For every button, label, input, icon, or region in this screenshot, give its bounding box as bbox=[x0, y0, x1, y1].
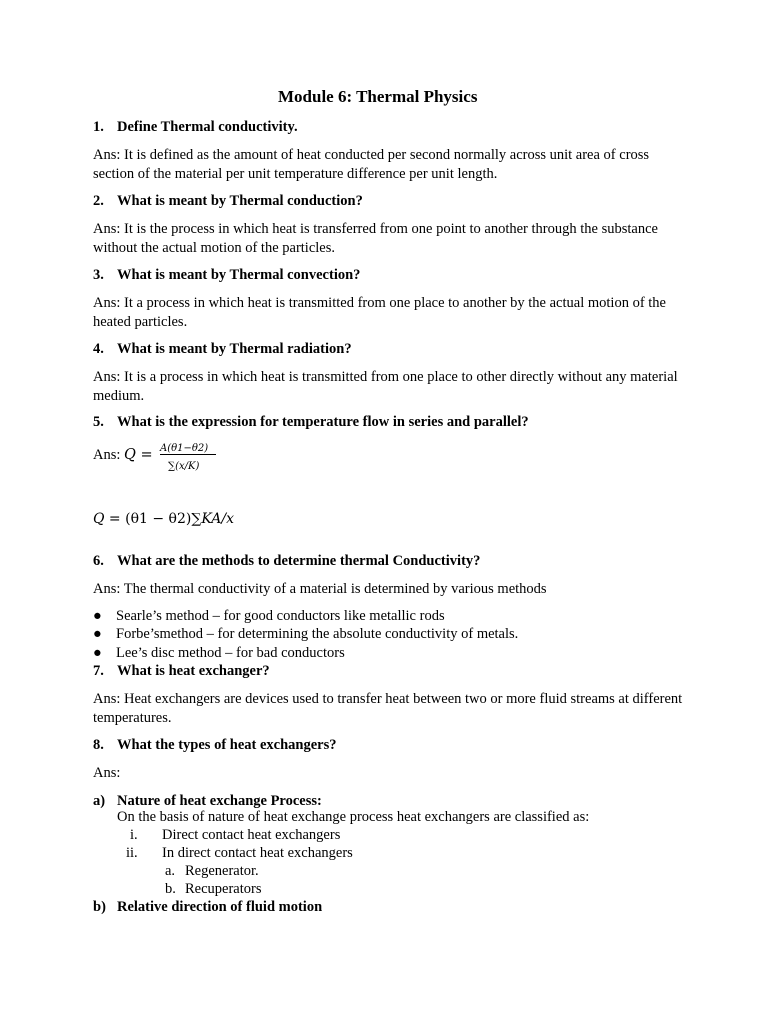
question-6 bbox=[93, 552, 480, 571]
answer-8: Ans: bbox=[93, 765, 121, 781]
list-item bbox=[93, 607, 445, 626]
roman-label: i. bbox=[130, 827, 138, 843]
question-text: What the types of heat exchangers? bbox=[117, 737, 337, 753]
bullet-icon: ● bbox=[93, 626, 102, 642]
letter-label: a. bbox=[165, 863, 176, 879]
question-8 bbox=[93, 736, 337, 755]
question-text: What is meant by Thermal conduction? bbox=[117, 193, 363, 209]
list-item-text: Lee’s disc method – for bad conductors bbox=[116, 645, 345, 661]
answer-5-prefix: Ans: bbox=[93, 447, 121, 463]
list-item-text: In direct contact heat exchangers bbox=[162, 845, 353, 861]
formula-1-lhs: Q = bbox=[124, 447, 153, 463]
formula-2 bbox=[93, 510, 234, 529]
bullet-icon: ● bbox=[93, 608, 102, 624]
question-text: What is the expression for temperature flow in series and parallel? bbox=[117, 414, 529, 430]
answer-2: Ans: It is the process in which heat is transferred from one point to another through the substance without the actual motion of the particles. bbox=[93, 221, 658, 256]
question-text: Define Thermal conductivity. bbox=[117, 119, 298, 135]
roman-label: ii. bbox=[126, 845, 138, 861]
list-item-text: Forbe’smethod – for determining the absolute conductivity of metals. bbox=[116, 626, 519, 642]
question-1 bbox=[93, 118, 298, 137]
letter-label: b. bbox=[165, 881, 176, 897]
formula-1-numerator: A(θ1−θ2) bbox=[160, 443, 209, 454]
formula-2-lhs: Q bbox=[93, 511, 105, 527]
question-number: 1. bbox=[93, 119, 104, 135]
list-item bbox=[165, 862, 259, 881]
question-text: What is meant by Thermal convection? bbox=[117, 267, 361, 283]
subsection-label: a) bbox=[93, 793, 106, 809]
formula-1-denominator: ∑(x/K) bbox=[168, 461, 200, 472]
answer-7: Ans: Heat exchangers are devices used to transfer heat between two or more fluid streams at different temperatures. bbox=[93, 691, 683, 726]
answer-4: Ans: It is a process in which heat is transmitted from one place to other directly without any material medium. bbox=[93, 369, 678, 404]
answer-1: Ans: It is defined as the amount of heat conducted per second normally across unit area of cross section of the material per unit temperature difference per unit length. bbox=[93, 147, 650, 182]
question-text: What are the methods to determine thermal Conductivity? bbox=[117, 553, 481, 569]
formula-2-mid: = (θ1 − θ2)∑ bbox=[104, 511, 202, 527]
subsection-b-heading bbox=[93, 898, 322, 917]
question-2 bbox=[93, 192, 363, 211]
list-item-text: Direct contact heat exchangers bbox=[162, 827, 341, 843]
question-number: 6. bbox=[93, 553, 104, 569]
list-item bbox=[130, 826, 340, 845]
question-5 bbox=[93, 413, 529, 432]
question-number: 7. bbox=[93, 663, 104, 679]
list-item-text: Recuperators bbox=[185, 881, 262, 897]
formula-1-fraction bbox=[160, 440, 220, 480]
answer-3: Ans: It a process in which heat is transmitted from one place to another by the actual motion of the heated particles. bbox=[93, 295, 666, 330]
question-7 bbox=[93, 662, 270, 681]
question-3 bbox=[93, 266, 360, 285]
bullet-icon: ● bbox=[93, 645, 102, 661]
page-title: Module 6: Thermal Physics bbox=[278, 87, 478, 106]
list-item bbox=[93, 625, 518, 644]
fraction-bar bbox=[160, 454, 216, 455]
question-4 bbox=[93, 340, 352, 359]
formula-2-rhs: KA/x bbox=[201, 511, 234, 527]
list-item bbox=[93, 644, 345, 663]
list-item bbox=[165, 880, 262, 899]
question-number: 4. bbox=[93, 341, 104, 357]
subsection-title: Nature of heat exchange Process: bbox=[117, 793, 322, 809]
question-number: 8. bbox=[93, 737, 104, 753]
answer-6: Ans: The thermal conductivity of a material is determined by various methods bbox=[93, 581, 547, 597]
question-text: What is meant by Thermal radiation? bbox=[117, 341, 352, 357]
list-item-text: Regenerator. bbox=[185, 863, 259, 879]
question-number: 3. bbox=[93, 267, 104, 283]
subsection-a-intro: On the basis of nature of heat exchange process heat exchangers are classified as: bbox=[117, 809, 590, 825]
list-item bbox=[126, 844, 353, 863]
question-number: 5. bbox=[93, 414, 104, 430]
subsection-label: b) bbox=[93, 899, 106, 915]
question-text: What is heat exchanger? bbox=[117, 663, 270, 679]
question-number: 2. bbox=[93, 193, 104, 209]
subsection-title: Relative direction of fluid motion bbox=[117, 899, 323, 915]
list-item-text: Searle’s method – for good conductors like metallic rods bbox=[116, 608, 445, 624]
